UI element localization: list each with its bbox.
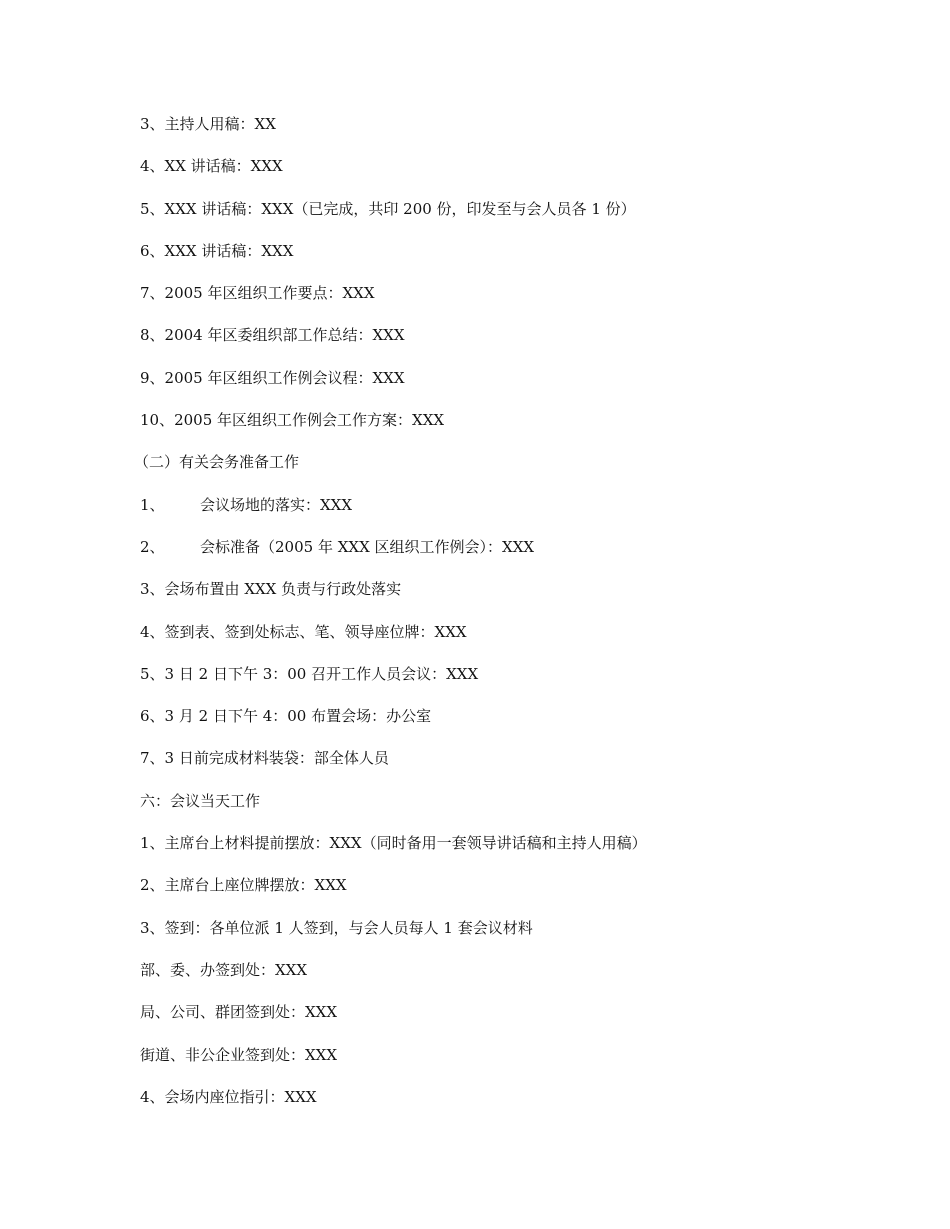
- item-number: 4、: [140, 1087, 165, 1106]
- list-item-2-seat-cards: [140, 873, 860, 915]
- item-text: 签到：各单位派 1 人签到，与会人员每人 1 套会议材料: [164, 918, 533, 937]
- item-number: 4、: [140, 622, 165, 641]
- section-heading-meeting-day: [140, 789, 860, 831]
- document-body: [134, 112, 860, 1127]
- item-number: 7、: [140, 749, 165, 768]
- sign-in-desk-streets: [140, 1043, 860, 1085]
- item-number: 5、: [140, 199, 165, 218]
- item-text: XXX 讲话稿：XXX（已完成，共印 200 份，印发至与会人员各 1 份）: [164, 199, 636, 218]
- sign-in-desk-bureaus: [140, 1000, 860, 1042]
- item-number: 9、: [140, 368, 165, 387]
- item-number: 4、: [140, 157, 165, 176]
- item-number: 5、: [140, 664, 165, 683]
- list-item-7-bagging: [140, 746, 860, 788]
- section-heading-meeting-prep: [134, 450, 860, 492]
- list-item-3-layout: [140, 577, 860, 619]
- item-text: 会场布置由 XXX 负责与行政处落实: [164, 580, 402, 599]
- item-text: 会议场地的落实：XXX: [200, 495, 353, 514]
- item-text: XX 讲话稿：XXX: [164, 157, 283, 176]
- item-text: 主席台上材料提前摆放：XXX（同时备用一套领导讲话稿和主持人用稿）: [164, 834, 647, 853]
- list-item-7-work-points: [140, 281, 860, 323]
- item-text: 主持人用稿：XX: [164, 115, 276, 133]
- item-number: 10、: [140, 411, 175, 430]
- list-item-2-banner: [140, 535, 860, 577]
- item-text: 3 日前完成材料装袋：部全体人员: [164, 749, 389, 768]
- item-text: 部、委、办签到处：XXX: [140, 960, 308, 979]
- item-number: 1、: [140, 834, 165, 853]
- item-text: 2005 年区组织工作例会议程：XXX: [164, 368, 405, 387]
- item-number: 8、: [140, 326, 165, 345]
- list-item-6-setup: [140, 704, 860, 746]
- heading-text: （二）有关会务准备工作: [134, 453, 300, 472]
- list-item-4-speech: [140, 154, 860, 196]
- list-item-4-seat-guidance: [140, 1085, 860, 1127]
- heading-text: 六：会议当天工作: [140, 791, 261, 810]
- item-text: 局、公司、群团签到处：XXX: [140, 1003, 338, 1022]
- sign-in-desk-departments: [140, 958, 860, 1000]
- item-text: 2005 年区组织工作要点：XXX: [164, 284, 375, 303]
- list-item-5-speech: [140, 197, 860, 239]
- list-item-10-work-plan: [140, 408, 860, 450]
- item-number: 3、: [140, 918, 165, 937]
- item-number: 6、: [140, 707, 165, 726]
- list-item-3-sign-in: [140, 916, 860, 958]
- item-text: 签到表、签到处标志、笔、领导座位牌：XXX: [164, 622, 467, 641]
- item-text: 主席台上座位牌摆放：XXX: [164, 876, 347, 895]
- list-item-1-venue: [140, 493, 860, 535]
- list-item-3-host-script: [140, 112, 860, 154]
- list-item-1-podium-materials: [140, 831, 860, 873]
- list-item-8-work-summary: [140, 323, 860, 365]
- item-number: 7、: [140, 284, 165, 303]
- list-item-4-sign-in-materials: [140, 620, 860, 662]
- item-text: 2004 年区委组织部工作总结：XXX: [164, 326, 405, 345]
- item-text: 街道、非公企业签到处：XXX: [140, 1045, 338, 1064]
- item-number: 3、: [140, 580, 165, 599]
- item-text: XXX 讲话稿：XXX: [164, 241, 294, 260]
- item-text: 3 日 2 日下午 3：00 召开工作人员会议：XXX: [164, 664, 479, 683]
- list-item-6-speech: [140, 239, 860, 281]
- item-text: 3 月 2 日下午 4：00 布置会场：办公室: [164, 707, 432, 726]
- item-number: 1、: [140, 495, 165, 514]
- item-number: 2、: [140, 876, 165, 895]
- list-item-5-staff-meeting: [140, 662, 860, 704]
- item-number: 6、: [140, 241, 165, 260]
- item-text: 会场内座位指引：XXX: [164, 1087, 317, 1106]
- item-number: 3、: [140, 115, 165, 133]
- item-text: 会标准备（2005 年 XXX 区组织工作例会）：XXX: [200, 537, 535, 556]
- item-text: 2005 年区组织工作例会工作方案：XXX: [174, 411, 445, 430]
- item-number: 2、: [140, 537, 165, 556]
- list-item-9-agenda: [140, 366, 860, 408]
